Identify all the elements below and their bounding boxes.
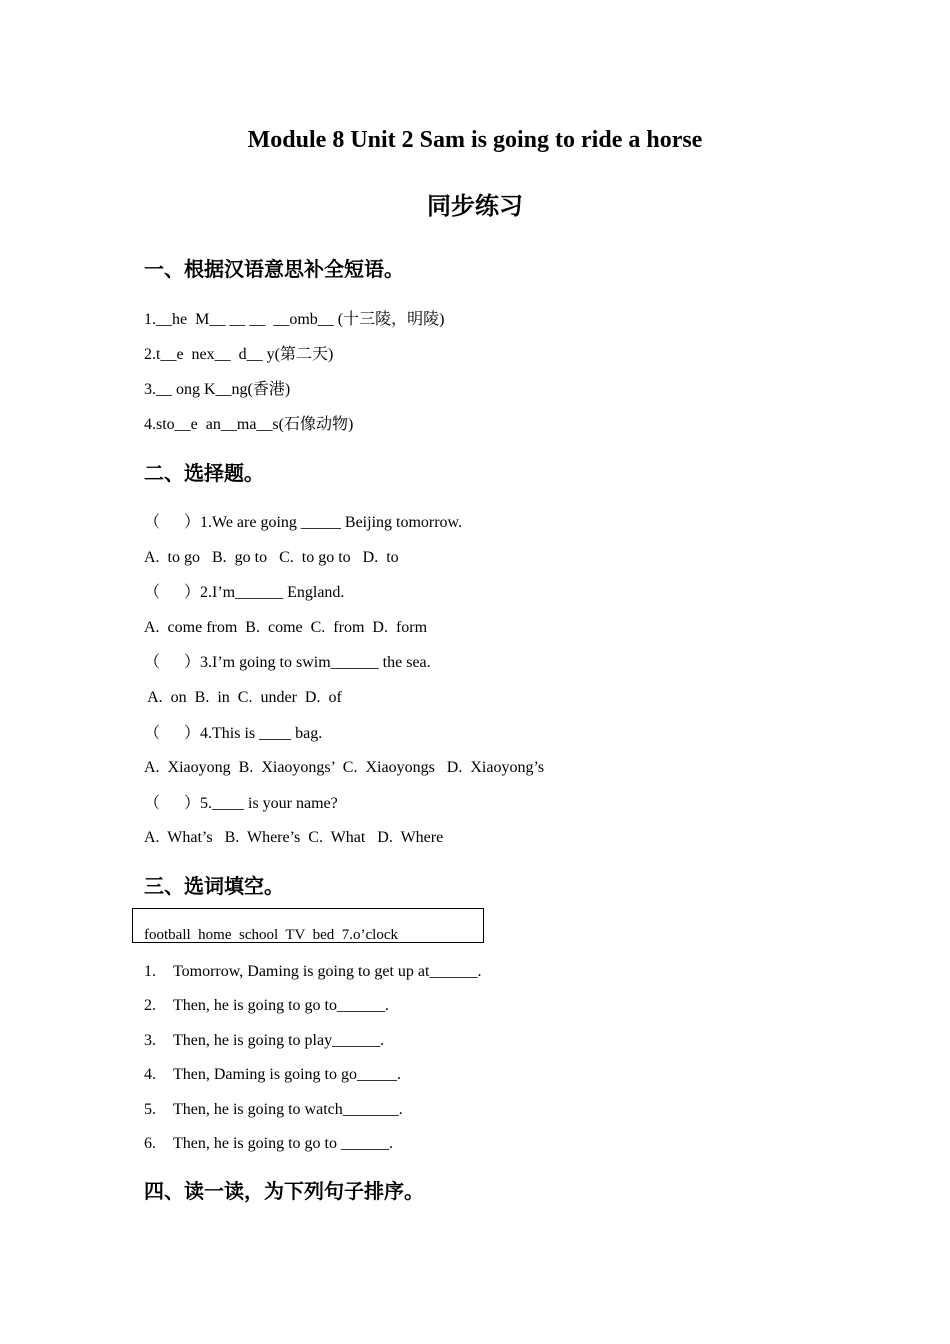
question-1-stem: （ ）1.We are going _____ Beijing tomorrow. [144, 514, 463, 531]
fill-item-number: 6. [144, 1135, 156, 1152]
fill-item-text: Then, he is going to go to______. [173, 997, 389, 1014]
fill-item-number: 4. [144, 1066, 156, 1083]
phrase-item-3: 3.__ ong K__ng(香港) [144, 381, 291, 398]
fill-item-number: 5. [144, 1101, 156, 1118]
phrase-item-4: 4.sto__e an__ma__s(石像动物) [144, 416, 354, 433]
question-4-stem: （ ）4.This is ____ bag. [144, 725, 323, 742]
fill-item-text: Tomorrow, Daming is going to get up at______. [173, 963, 482, 980]
question-4-options: A. Xiaoyong B. Xiaoyongs’ C. Xiaoyongs D. Xiaoyong’s [144, 759, 545, 776]
question-5-stem: （ ）5.____ is your name? [144, 795, 338, 812]
page-title: Module 8 Unit 2 Sam is going to ride a horse [247, 127, 703, 153]
fill-item-text: Then, Daming is going to go_____. [173, 1066, 401, 1083]
phrase-item-2: 2.t__e nex__ d__ y(第二天) [144, 346, 334, 363]
section-4-heading: 四、读一读，为下列句子排序。 [144, 1179, 424, 1203]
question-3-options: A. on B. in C. under D. of [144, 689, 342, 706]
question-3-stem: （ ）3.I’m going to swim______ the sea. [144, 654, 431, 671]
phrase-item-1: 1.__he M__ __ __ __omb__ (十三陵，明陵) [144, 311, 445, 328]
question-2-stem: （ ）2.I’m______ England. [144, 584, 345, 601]
section-1-heading: 一、根据汉语意思补全短语。 [144, 257, 404, 281]
fill-item-number: 1. [144, 963, 156, 980]
question-2-options: A. come from B. come C. from D. form [144, 619, 428, 636]
fill-item-text: Then, he is going to play______. [173, 1032, 385, 1049]
word-bank-text: football home school TV bed 7.o’clock [144, 927, 398, 943]
question-1-options: A. to go B. go to C. to go to D. to [144, 549, 399, 566]
question-5-options: A. What’s B. Where’s C. What D. Where [144, 829, 444, 846]
fill-item-number: 2. [144, 997, 156, 1014]
section-2-heading: 二、选择题。 [144, 461, 264, 485]
fill-item-text: Then, he is going to go to ______. [173, 1135, 393, 1152]
section-3-heading: 三、选词填空。 [144, 874, 284, 898]
page-subtitle: 同步练习 [427, 192, 523, 220]
fill-item-number: 3. [144, 1032, 156, 1049]
word-bank-box [132, 908, 484, 943]
fill-item-text: Then, he is going to watch_______. [173, 1101, 403, 1118]
